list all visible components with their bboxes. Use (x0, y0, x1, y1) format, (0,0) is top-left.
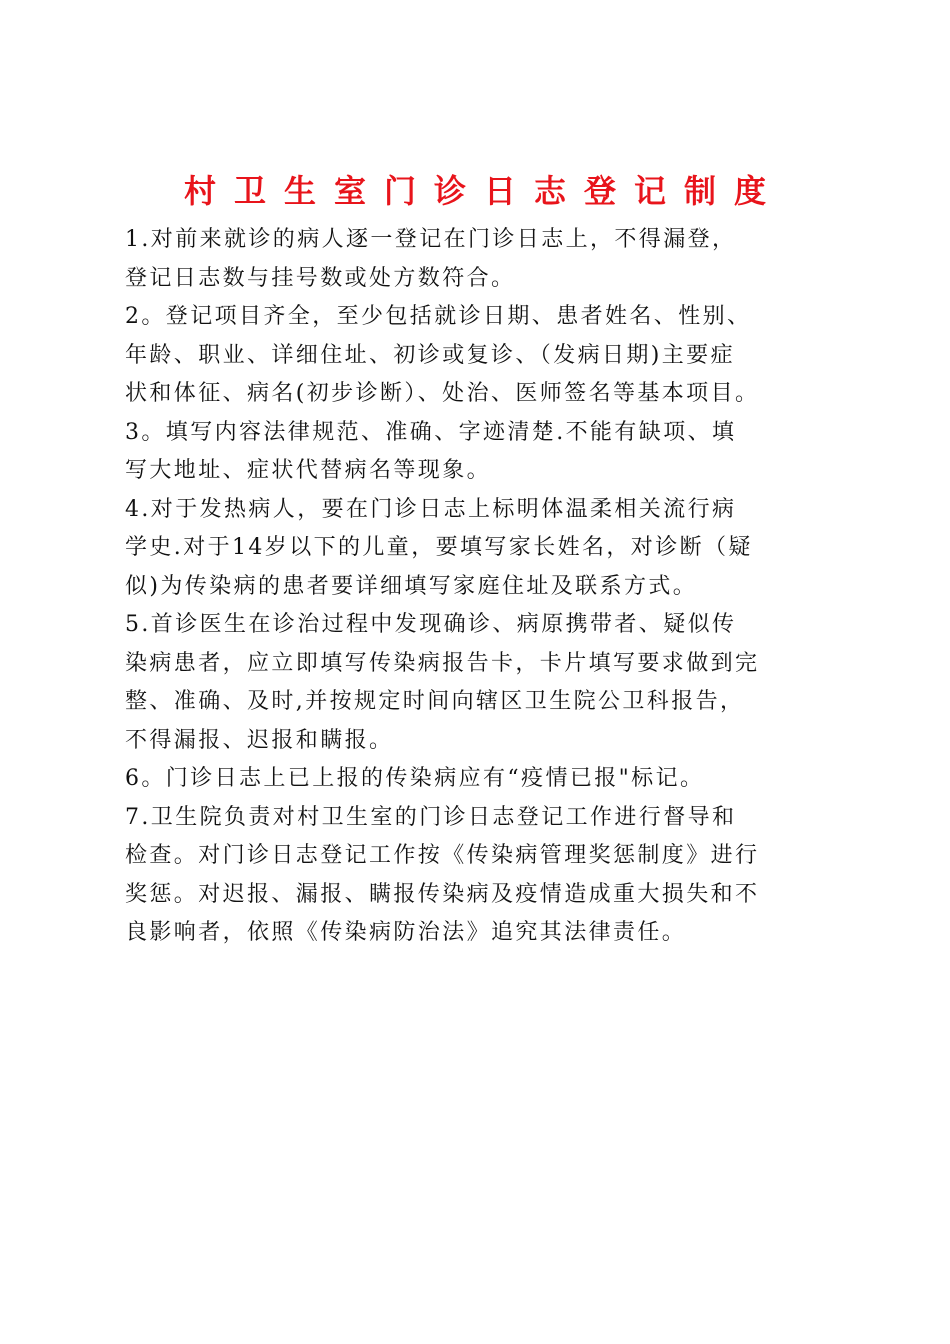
body-line: 写大地址、症状代替病名等现象。 (125, 458, 492, 483)
body-line: 6。门诊日志上已上报的传染病应有“疫情已报"标记。 (125, 766, 705, 791)
document-body (125, 221, 845, 953)
body-line: 学史.对于14岁以下的儿童，要填写家长姓名，对诊断（疑 (125, 535, 753, 560)
body-line: 不得漏报、迟报和瞒报。 (125, 727, 394, 753)
body-line: 似)为传染病的患者要详细填写家庭住址及联系方式。 (125, 573, 698, 599)
body-line: 年龄、职业、详细住址、初诊或复诊、（发病日期)主要症 (125, 342, 735, 368)
body-line: 状和体征、病名(初步诊断）、处治、医师签名等基本项目。 (125, 381, 760, 406)
body-line: 3。填写内容法律规范、准确、字迹清楚.不能有缺项、填 (125, 419, 737, 445)
body-line: 7.卫生院负责对村卫生室的门诊日志登记工作进行督导和 (125, 804, 737, 830)
body-line: 登记日志数与挂号数或处方数符合。 (125, 265, 516, 291)
body-line: 整、准确、及时,并按规定时间向辖区卫生院公卫科报告， (125, 689, 745, 714)
body-line: 5.首诊医生在诊治过程中发现确诊、病原携带者、疑似传 (125, 612, 737, 637)
document-title: 村卫生室门诊日志登记制度 (183, 172, 784, 210)
body-line: 奖惩。对迟报、漏报、瞒报传染病及疫情造成重大损失和不 (125, 881, 760, 907)
body-line: 2。登记项目齐全，至少包括就诊日期、患者姓名、性别、 (125, 304, 752, 329)
body-line: 1.对前来就诊的病人逐一登记在门诊日志上，不得漏登， (125, 227, 737, 252)
body-line: 检查。对门诊日志登记工作按《传染病管理奖惩制度》进行 (125, 843, 760, 868)
body-line: 良影响者，依照《传染病防治法》追究其法律责任。 (125, 920, 687, 945)
body-line: 染病患者，应立即填写传染病报告卡，卡片填写要求做到完 (125, 650, 760, 676)
body-line: 4.对于发热病人，要在门诊日志上标明体温柔相关流行病 (125, 496, 737, 522)
